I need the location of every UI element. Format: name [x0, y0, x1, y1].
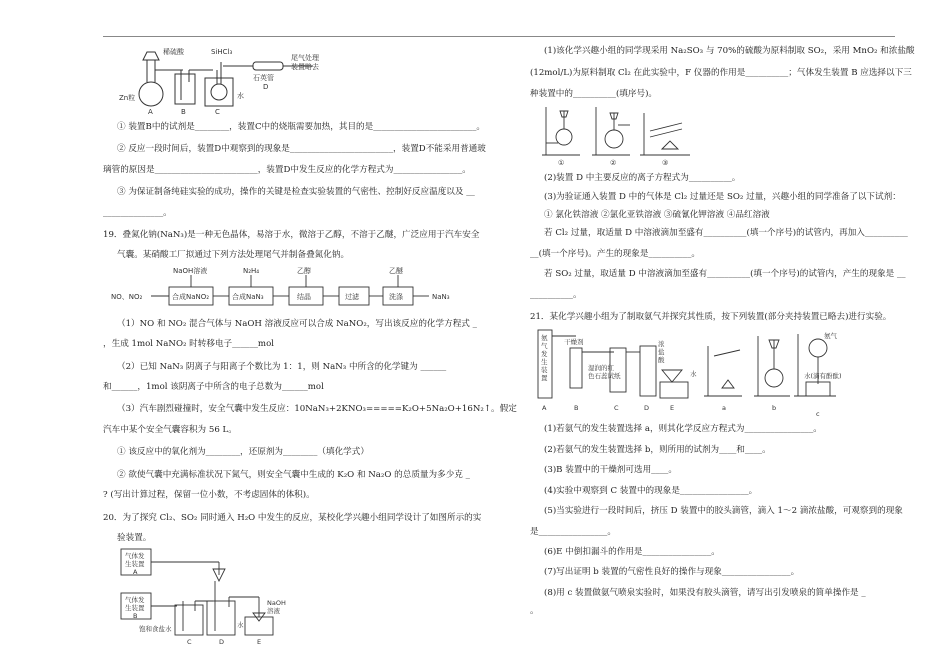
q19-q2b: 和______，1mol 该阴离子中所含的电子总数为______mol — [103, 382, 324, 393]
q21-s4: (4)实验中观察到 C 装置中的现象是________________。 — [544, 485, 758, 496]
q18-apparatus-figure — [113, 42, 465, 116]
q19-flow-box4: 过滤 — [345, 292, 359, 301]
q21-s5b: 是________________。 — [530, 526, 616, 537]
q19-flow-box3: 结晶 — [297, 292, 311, 301]
q18-label-d: D — [263, 83, 269, 91]
q21-label-d: D — [644, 404, 650, 413]
q20-r1c: 种装置中的__________(填序号)。 — [530, 88, 658, 99]
q19-q1a: （1）NO 和 NO₂ 混合气体与 NaOH 溶液反应可以合成 NaNO₂，写出该反应的化学方程式 _ — [117, 318, 477, 329]
q19-q1b: ，生成 1mol NaNO₂ 时转移电子______mol — [103, 339, 274, 350]
q21-label-gen2: 气 — [541, 342, 548, 351]
q21-s3: (3)B 装置中的干燥剂可选用____。 — [544, 465, 677, 476]
q21-label-app-a: a — [722, 404, 726, 413]
q20-label-gen-b2: 生装置 — [125, 604, 145, 613]
q20-label-gen-a1: 气体发 — [125, 552, 145, 561]
q20-apparatus-drawing — [117, 547, 317, 647]
q19-q3a: （3）汽车剧烈碰撞时，安全气囊中发生反应：10NaN₃+2KNO₃=====K₂O+5Na₂O+16N₂↑。假定 — [117, 404, 517, 415]
left-column — [103, 40, 517, 651]
q18-label-tail2: 装置略去 — [291, 63, 319, 71]
q20-r3f: __________。 — [530, 289, 582, 300]
q21-label-hcl1: 浓 — [658, 340, 665, 349]
q20-option-2: ② — [610, 159, 617, 168]
q21-label-a: A — [542, 404, 547, 413]
q19-flow-top-ethanol: 乙醇 — [297, 266, 311, 275]
q20-r3b: ① 氯化铁溶液 ②氯化亚铁溶液 ③硫氰化钾溶液 ④品红溶液 — [544, 210, 770, 221]
q18-line3b: ______________。 — [103, 207, 172, 218]
q19-flow-output: NaN₃ — [432, 292, 450, 301]
q19-flow-drawing — [111, 265, 461, 313]
q21-intro: 21．某化学兴趣小组为了制取氨气并探究其性质，按下列装置(部分夹持装置已略去)进行实验。 — [530, 312, 892, 323]
q18-label-acid: 稀硫酸 — [163, 48, 184, 56]
q18-label-c: C — [215, 108, 220, 116]
q21-s7: (7)写出证明 b 装置的气密性良好的操作与现象________________。 — [544, 567, 800, 578]
q20-gas-apparatus-options — [540, 103, 898, 167]
q19-flow-top-naoh: NaOH溶液 — [173, 266, 208, 275]
right-column — [530, 40, 915, 619]
q21-label-phenol-water: 水(滴有酚酞) — [804, 372, 842, 381]
q19-intro2: 气囊。某硝酸工厂拟通过下列方法处理尾气并制备叠氮化钠。 — [117, 250, 350, 261]
q20-intro1: 20．为了探究 Cl₂、SO₂ 同时通入 H₂O 中发生的反应，某校化学兴趣小组同学设计了如图所示的实 — [103, 512, 482, 523]
q18-line1: ① 装置B中的试剂是________，装置C中的烧瓶需要加热，其目的是________________________。 — [117, 122, 485, 132]
header-rule — [103, 36, 895, 37]
q20-label-gen-a2: 生装置 — [125, 560, 145, 569]
q18-line2b: 璃管的原因是________________________，装置D中发生反应的化学方程式为________________。 — [103, 164, 471, 175]
q19-q3d: ② 欲使气囊中充满标准状况下氮气，则安全气囊中生成的 K₂O 和 Na₂O 的总质量为多少克 _ — [117, 469, 470, 480]
q21-s5a: (5)当实验进行一段时间后，挤压 D 装置中的胶头滴管，滴入 1～2 滴浓盐酸，可观察到的现象 — [544, 506, 903, 517]
q20-label-naoh: NaOH — [267, 599, 286, 608]
q20-intro2: 验装置。 — [117, 532, 152, 543]
q20-r3d: __(填一个序号)。产生的现象是__________。 — [530, 248, 700, 259]
q18-label-b: B — [181, 108, 186, 116]
q20-label-a: A — [133, 568, 138, 577]
q19-flow-top-n2h4: N₂H₄ — [243, 266, 260, 275]
q21-label-gen3: 发 — [541, 350, 548, 359]
q20-r3e: 若 SO₂ 过量，取适量 D 中溶液滴加至盛有__________(填一个序号)的试管内，产生的现象是 __ — [544, 269, 906, 280]
q19-q3c: ① 该反应中的氧化剂为________，还原剂为________（填化学式） — [117, 447, 369, 458]
q21-label-gen1: 氨 — [541, 334, 548, 343]
q20-apparatus-figure — [117, 547, 465, 647]
q18-apparatus-drawing — [113, 42, 353, 116]
q18-label-water: 水 — [237, 92, 244, 100]
q20-r1b: (12mol/L)为原料制取 Cl₂ 在此实验中，F 仪器的作用是__________；气体发生装置 B 应选择以下三 — [530, 68, 912, 79]
q21-s1: (1)若氨气的发生装置选择 a，则其化学反应方程式为________________。 — [544, 424, 822, 435]
q19-flow-input: NO、NO₂ — [111, 292, 143, 301]
q20-options-drawing — [540, 103, 710, 167]
q20-label-e: E — [257, 638, 262, 647]
q20-r1a: (1)该化学兴趣小组的同学现采用 Na₂SO₃ 与 70%的硫酸为原料制取 SO₂，采用 MnO₂ 和浓盐酸 — [544, 46, 915, 56]
q20-label-water: 水 — [237, 621, 244, 630]
q18-line3a: ③ 为保证制备纯硅实验的成功，操作的关键是检查实验装置的气密性、控制好反应温度以及 __ — [117, 187, 475, 198]
q20-r3c: 若 Cl₂ 过量，取适量 D 中溶液滴加至盛有__________(填一个序号)的试管内，再加入__________ — [544, 228, 908, 239]
q21-s8b: 。 — [530, 606, 539, 617]
q20-option-3: ③ — [662, 159, 669, 168]
q19-flow-diagram — [111, 265, 465, 313]
q21-s6: (6)E 中倒扣漏斗的作用是________________。 — [544, 546, 720, 557]
q21-apparatus-drawing — [536, 326, 866, 418]
q21-label-gen5: 装 — [541, 366, 548, 375]
q19-flow-box5: 洗涤 — [389, 292, 403, 301]
q21-label-hcl3: 酸 — [658, 356, 665, 365]
q20-label-d: D — [219, 638, 225, 647]
q20-label-gen-b1: 气体发 — [125, 596, 145, 605]
q18-label-a: A — [148, 108, 153, 116]
q18-label-sihcl3: SiHCl₃ — [211, 48, 233, 56]
q21-label-desiccant: 干燥剂 — [564, 338, 584, 347]
q20-label-c: C — [187, 638, 192, 647]
q20-label-solution: 溶液 — [267, 607, 280, 616]
q21-label-litmus2: 色石蕊试纸 — [588, 372, 621, 381]
q21-label-gen4: 生 — [541, 358, 548, 367]
q19-q3e: ? (写出计算过程，保留一位小数，不考虑固体的体积)。 — [103, 490, 315, 501]
q19-flow-box2: 合成NaN₃ — [232, 292, 264, 301]
q18-label-tail: 尾气处理 — [291, 54, 319, 62]
q19-q3b: 汽车中某个安全气囊容积为 56 L。 — [103, 424, 237, 435]
q18-label-tube: 石英管 — [253, 74, 274, 82]
q20-label-b: B — [133, 612, 138, 621]
q20-r2: (2)装置 D 中主要反应的离子方程式为__________。 — [544, 173, 741, 184]
q21-label-app-b: b — [772, 404, 777, 413]
q21-label-e: E — [670, 404, 675, 413]
q21-label-b: B — [574, 404, 579, 413]
q21-label-c: C — [614, 404, 619, 413]
q21-label-litmus1: 湿润的红 — [588, 364, 614, 373]
q19-q2a: （2）已知 NaN₃ 阴离子与阳离子个数比为 1：1，则 NaN₃ 中所含的化学键为 ______ — [117, 361, 447, 372]
q21-label-hcl2: 盐 — [658, 348, 665, 357]
q20-label-brine: 饱和食盐水 — [139, 625, 172, 634]
q21-label-app-c: c — [816, 410, 820, 419]
q19-flow-box1: 合成NaNO₂ — [172, 292, 210, 301]
q21-s2: (2)若氨气的发生装置选择 b，则所用的试剂为____和____。 — [544, 444, 771, 455]
q19-flow-top-ether: 乙醚 — [389, 266, 403, 275]
q21-label-gen6: 置 — [541, 374, 548, 383]
q20-r3a: (3)为验证通入装置 D 中的气体是 Cl₂ 过量还是 SO₂ 过量，兴趣小组的同学准备了以下试剂： — [544, 191, 901, 202]
q21-label-water: 水 — [690, 370, 697, 379]
q20-option-1: ① — [558, 159, 565, 168]
q21-label-ammonia: 氨气 — [824, 332, 837, 341]
q21-s8a: (8)用 c 装置做氨气喷泉实验时，如果没有胶头滴管，请写出引发喷泉的简单操作是 _ — [544, 587, 866, 598]
q21-apparatus-figure — [536, 326, 898, 418]
q18-label-zn: Zn粒 — [119, 94, 136, 102]
q18-line2a: ② 反应一段时间后，装置D中观察到的现象是________________________，装置D不能采用普通玻 — [117, 144, 486, 155]
q19-intro1: 19．叠氮化钠(NaN₃)是一种无色晶体，易溶于水，微溶于乙醇，不溶于乙醚，广泛应用于汽车安全 — [103, 230, 480, 241]
